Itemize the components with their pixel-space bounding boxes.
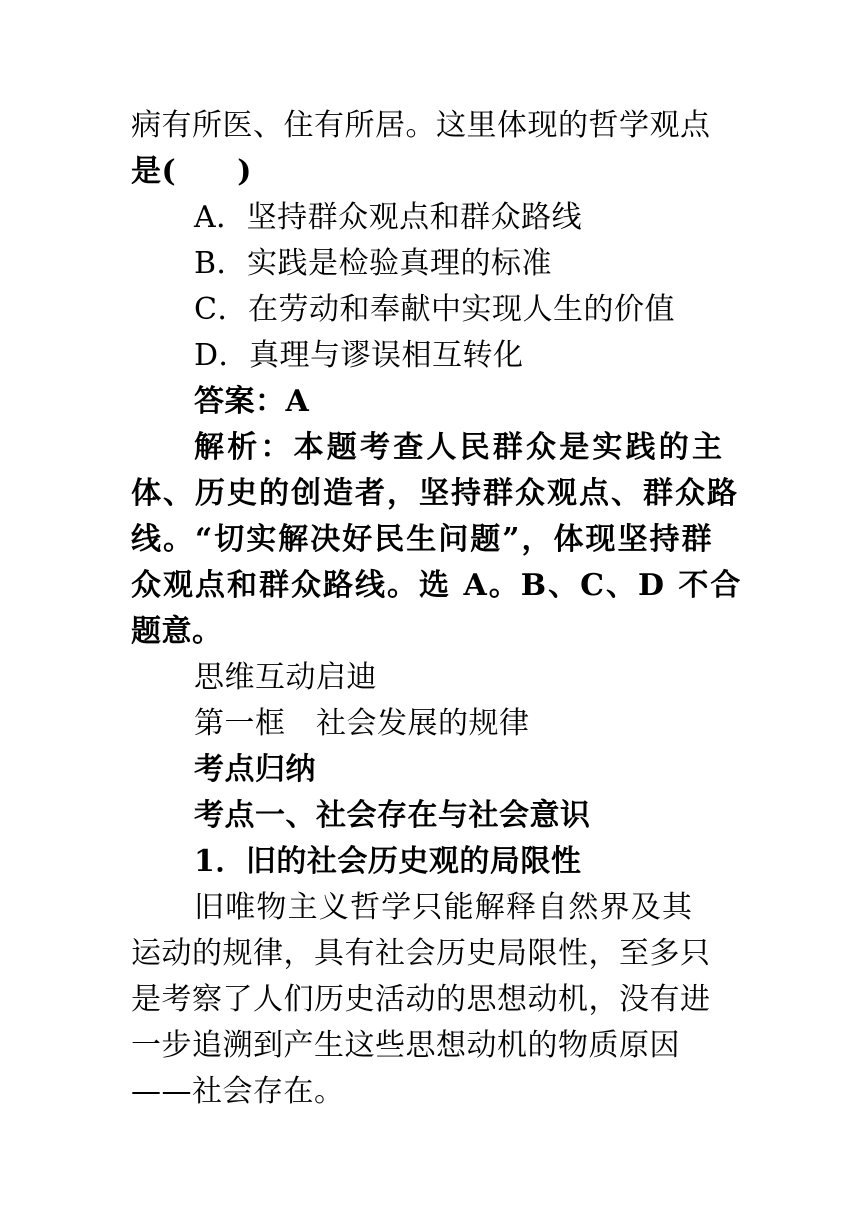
body-line-2: 运动的规律，具有社会历史局限性，至多只: [131, 936, 711, 971]
section-heading-5: 1．旧的社会历史观的局限性: [194, 844, 582, 879]
section-heading-3: 考点归纳: [194, 752, 316, 787]
section-heading-2: 第一框 社会发展的规律: [194, 706, 530, 741]
option-b: B．实践是检验真理的标准: [194, 246, 553, 281]
section-heading-1: 思维互动启迪: [194, 660, 377, 695]
body-line-5: ——社会存在。: [131, 1074, 345, 1109]
body-line-1: 旧唯物主义哲学只能解释自然界及其: [194, 890, 694, 925]
question-stem-line-1: 病有所医、住有所居。这里体现的哲学观点: [131, 108, 711, 143]
option-a: A．坚持群众观点和群众路线: [194, 200, 583, 235]
analysis-line-5: 题意。: [131, 614, 223, 649]
body-line-3: 是考察了人们历史活动的思想动机，没有进: [131, 982, 711, 1017]
option-c: C．在劳动和奉献中实现人生的价值: [194, 292, 675, 327]
body-line-4: 一步追溯到产生这些思想动机的物质原因: [131, 1028, 680, 1063]
analysis-line-2: 体、历史的创造者，坚持群众观点、群众路: [131, 476, 739, 511]
document-page: [131, 103, 743, 1115]
option-d: D．真理与谬误相互转化: [194, 338, 524, 373]
analysis-line-4: 众观点和群众路线。选 A。B、C、D 不合: [131, 568, 743, 603]
question-stem-line-2: 是( ): [131, 154, 252, 189]
section-heading-4: 考点一、社会存在与社会意识: [194, 798, 591, 833]
analysis-line-1: 解析：本题考查人民群众是实践的主: [194, 430, 726, 465]
analysis-line-3: 线。“切实解决好民生问题”，体现坚持群: [131, 522, 714, 557]
answer: 答案：A: [194, 384, 310, 419]
